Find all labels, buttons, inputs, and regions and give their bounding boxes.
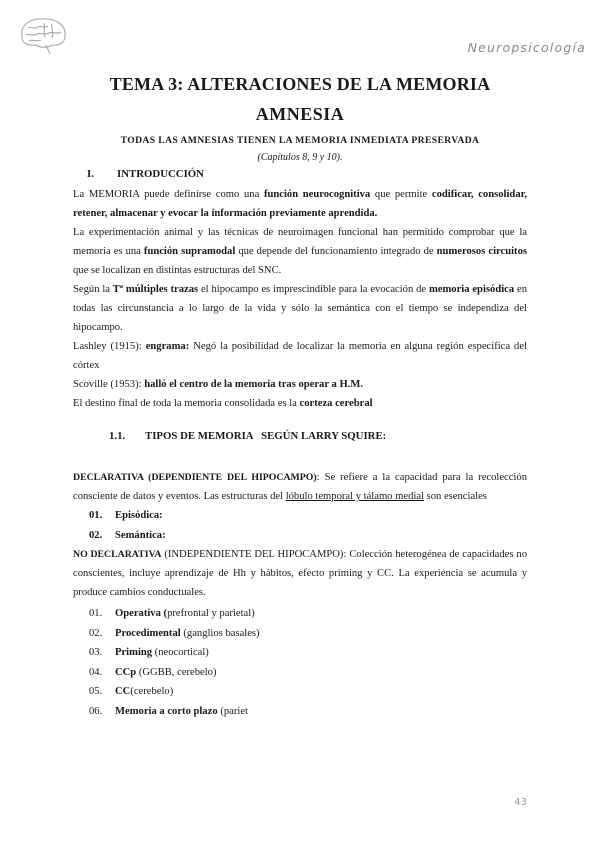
text: que depende del funcionamiento integrado de — [235, 246, 437, 257]
underlined-text: lóbulo temporal y tálamo medial — [285, 491, 424, 502]
list-item — [73, 663, 527, 683]
item-bold: Priming — [115, 647, 153, 658]
section-number: 1.1. — [109, 430, 126, 442]
item-bold: CC — [115, 686, 131, 697]
item-number: 05. — [89, 686, 103, 697]
paragraph-supramodal — [73, 223, 527, 280]
text: en todas las circunstancia a lo largo de la vida y sólo la semántica con el tiempo se independiza del hipocampo. — [73, 284, 527, 333]
item-number: 06. — [89, 705, 103, 717]
text: el hipocampo es imprescindible para la evocación de — [198, 284, 429, 295]
bold-text: función supramodal — [143, 246, 236, 257]
item-number: 03. — [89, 647, 103, 658]
bold-text: engrama: — [145, 341, 190, 352]
page-title: TEMA 3: ALTERACIONES DE LA MEMORIA — [109, 74, 491, 94]
page-title-amnesia: AMNESIA — [255, 104, 345, 124]
text: Según la — [73, 284, 113, 295]
paragraph-trazas — [73, 280, 527, 337]
list-item — [73, 526, 527, 546]
paragraph-declarativa — [73, 468, 527, 506]
item-rest: (cerebelo) — [130, 686, 174, 697]
bold-text: DECLARATIVA (DEPENDIENTE DEL HIPOCAMPO) — [73, 472, 317, 483]
section-heading-tipos — [109, 430, 527, 442]
item-label: Episódica: — [115, 510, 163, 521]
paragraph-lashley — [73, 337, 527, 375]
item-bold: Operativa ( — [115, 608, 168, 619]
bold-text: corteza cerebral — [299, 398, 373, 409]
text: que permite — [370, 189, 432, 200]
bold-text: memoria episódica — [428, 284, 515, 295]
item-rest: (neocortical) — [152, 647, 209, 658]
list-item — [73, 506, 527, 526]
text: (INDEPENDIENTE DEL HIPOCAMPO): Colección heterogénea de capacidades no conscientes, incluye aprendizaje de Hh y hábitos, efecto priming y CC. La experiencia se acumula y produce cambios conductuales. — [73, 549, 527, 598]
section-heading-intro — [87, 168, 527, 180]
text: son esenciales — [423, 491, 487, 502]
paragraph-scoville — [73, 375, 527, 394]
list-item — [73, 702, 527, 722]
section-title: INTRODUCCIÓN — [117, 168, 204, 180]
subtitle: TODAS LAS AMNESIAS TIENEN LA MEMORIA INMEDIATA PRESERVADA — [120, 135, 480, 146]
item-rest: (ganglios basales) — [180, 627, 260, 639]
page-number: 43 — [514, 797, 527, 808]
bold-text: halló el centro de la memoria tras operar a H.M. — [144, 379, 363, 390]
item-rest: (GGBB, cerebelo) — [136, 666, 217, 678]
bold-text: codificar, consolidar, retener, almacenar y evocar la información previamente aprendida. — [73, 189, 527, 219]
item-rest: prefrontal y parietal) — [167, 608, 255, 619]
list-item — [73, 643, 527, 663]
text: El destino final de toda la memoria consolidada es la — [73, 398, 300, 409]
list-item — [73, 604, 527, 624]
item-bold: Procedimental — [115, 627, 181, 639]
item-rest: (pariet — [217, 705, 248, 717]
text: : Se refiere a la capacidad para la recolección consciente de datos y eventos. Las estructuras del — [73, 472, 527, 502]
text: La experimentación animal y las técnicas de neuroimagen funcional han permitido comprobar que la memoria es una — [73, 227, 527, 257]
item-label: Semántica: — [115, 529, 166, 541]
text: Negó la posibilidad de localizar la memoria en alguna región específica del córtex — [73, 341, 527, 371]
list-item — [73, 682, 527, 702]
chapters-ref: (Capítulos 8, 9 y 10). — [257, 152, 343, 163]
text: que se localizan en distintas estructuras del SNC. — [73, 265, 282, 276]
section-number: I. — [87, 168, 94, 180]
item-bold: Memoria a corto plazo — [115, 705, 218, 717]
item-number: 02. — [89, 529, 103, 541]
header-brand: Neuropsicología — [467, 40, 586, 55]
brain-icon — [14, 14, 72, 56]
list-item — [73, 624, 527, 644]
bold-text: función neurocognitiva — [263, 189, 371, 200]
bold-text: NO DECLARATIVA — [73, 549, 162, 560]
declarativa-list — [73, 506, 527, 545]
bold-text: numerosos circuitos — [436, 246, 528, 257]
item-number: 01. — [89, 510, 103, 521]
text: La MEMORIA puede definirse como una — [73, 189, 264, 200]
item-number: 01. — [89, 608, 103, 619]
text: Scoville (1953): — [73, 379, 145, 390]
paragraph-no-declarativa — [73, 545, 527, 602]
item-number: 04. — [89, 666, 103, 678]
no-declarativa-list — [73, 604, 527, 721]
bold-text: Tª múltiples trazas — [112, 284, 199, 295]
item-number: 02. — [89, 627, 103, 639]
item-bold: CCp — [115, 666, 137, 678]
text: Lashley (1915): — [73, 341, 146, 352]
document-body — [73, 167, 527, 721]
section-title: TIPOS DE MEMORIA SEGÚN LARRY SQUIRE: — [145, 430, 387, 442]
paragraph-destino — [73, 394, 527, 413]
paragraph-memoria — [73, 185, 527, 223]
